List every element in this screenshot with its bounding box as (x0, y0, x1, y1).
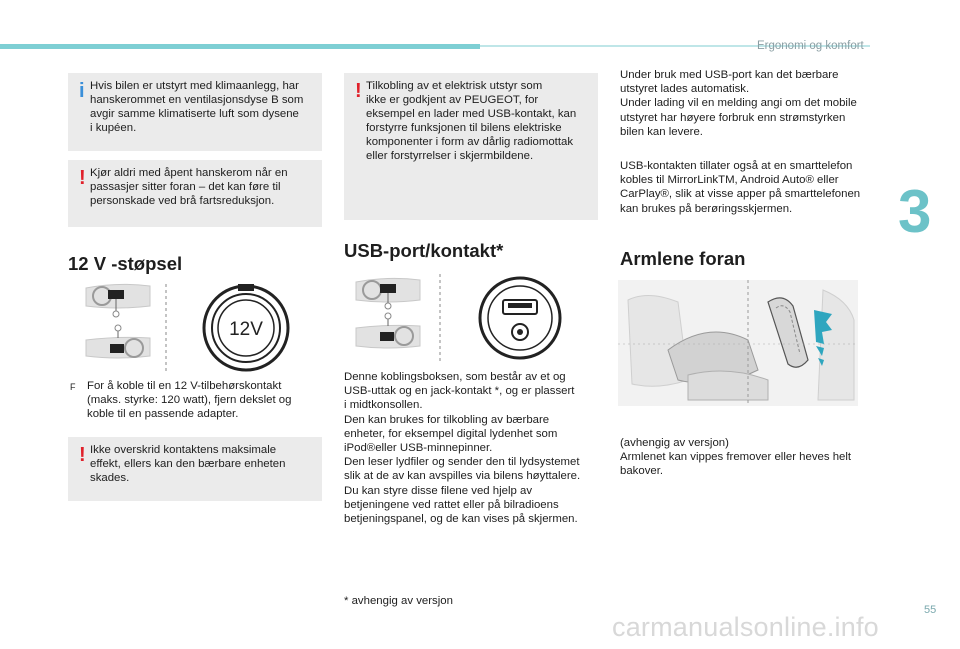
warning-note-12v-text: Ikke overskrid kontaktens maksimale effekt, ellers kan den bærbare enheten skades. (90, 444, 286, 484)
header-accent-bar (0, 44, 480, 49)
warning-icon: ! (79, 444, 86, 466)
watermark: carmanualsonline.info (612, 612, 879, 642)
usb-charging-text: Under bruk med USB-port kan det bærbare utstyret lades automatisk. Under lading vil en melding angi om det mobile utstyret har høyere forbruk enn strømstyrken bilen kan levere. (620, 69, 857, 138)
heading-armrest: Armlene foran (620, 248, 746, 269)
warning-note-12v (68, 437, 322, 501)
info-icon: i (79, 80, 85, 102)
warning-icon: ! (79, 167, 86, 189)
page-number: 55 (924, 604, 937, 616)
footnote: * avhengig av versjon (344, 595, 453, 607)
warning-note-text: Kjør aldri med åpent hanskerom når en passasjer sitter foran – det kan føre til personskade ved brå fartsreduksjon. (90, 167, 288, 207)
armrest-caption: (avhengig av versjon) Armlenet kan vippes fremover eller heves helt bakover. (620, 437, 852, 478)
dashboard-upper-sketch (86, 284, 150, 317)
warning-note-usb-text: Tilkobling av et elektrisk utstyr som ikke er godkjent av PEUGEOT, for eksempel en lader med USB-kontakt, kan forstyrre funksjonen til bilens elektriske komponenter i form av dårlig radiomottak eller forstyrrelser i skjermbildene. (366, 80, 577, 162)
dashboard-upper-sketch (356, 278, 420, 309)
heading-usb-port: USB-port/kontakt* (344, 240, 504, 261)
usb-socket-icon (480, 278, 560, 358)
armrest-illustration (618, 280, 858, 406)
info-note (68, 73, 322, 151)
chapter-number: 3 (898, 178, 932, 245)
warning-note (68, 160, 322, 227)
warning-icon: ! (355, 80, 362, 102)
socket-12v-label: 12V (229, 319, 263, 340)
bullet-text-12v: For å koble til en 12 V-tilbehørskontakt (maks. styrke: 120 watt), fjern dekslet og koble til en passende adapter. (87, 380, 292, 421)
socket-12v-illustration (78, 280, 308, 376)
bullet-marker: F (70, 382, 76, 392)
dashboard-lower-sketch (356, 313, 420, 348)
section-title: Ergonomi og komfort (757, 40, 864, 52)
smartphone-connection-text: USB-kontakten tillater også at en smarttelefon kobles til MirrorLinkTM, Android Auto® eller CarPlay®, slik at visse apper på smarttelefonen kan brukes på berøringsskjermen. (620, 160, 861, 215)
info-note-text: Hvis bilen er utstyrt med klimaanlegg, har hanskerommet en ventilasjonsdyse B som avgir samme klimatiserte luft som dysene i kupéen. (90, 80, 304, 134)
heading-12v-socket: 12 V -støpsel (68, 253, 183, 274)
usb-description: Denne koblingsboksen, som består av et og USB-uttak og en jack-kontakt *, og er plassert i midtkonsollen. Den kan brukes for tilkobling av bærbare enheter, for eksempel digital lydenhet som iPod®eller USB-minnepinner. Den leser lydfiler og sender den til lydsystemet slik at de av kan avspilles via bilens høyttalere. Du kan styre disse filene ved hjelp av betjeningene ved rattet eller på bilradioens betjeningspanel, og de kan vises på skjermen. (344, 371, 581, 526)
dashboard-lower-sketch (86, 325, 150, 358)
usb-port-illustration (350, 272, 590, 368)
warning-note-usb (344, 73, 598, 220)
